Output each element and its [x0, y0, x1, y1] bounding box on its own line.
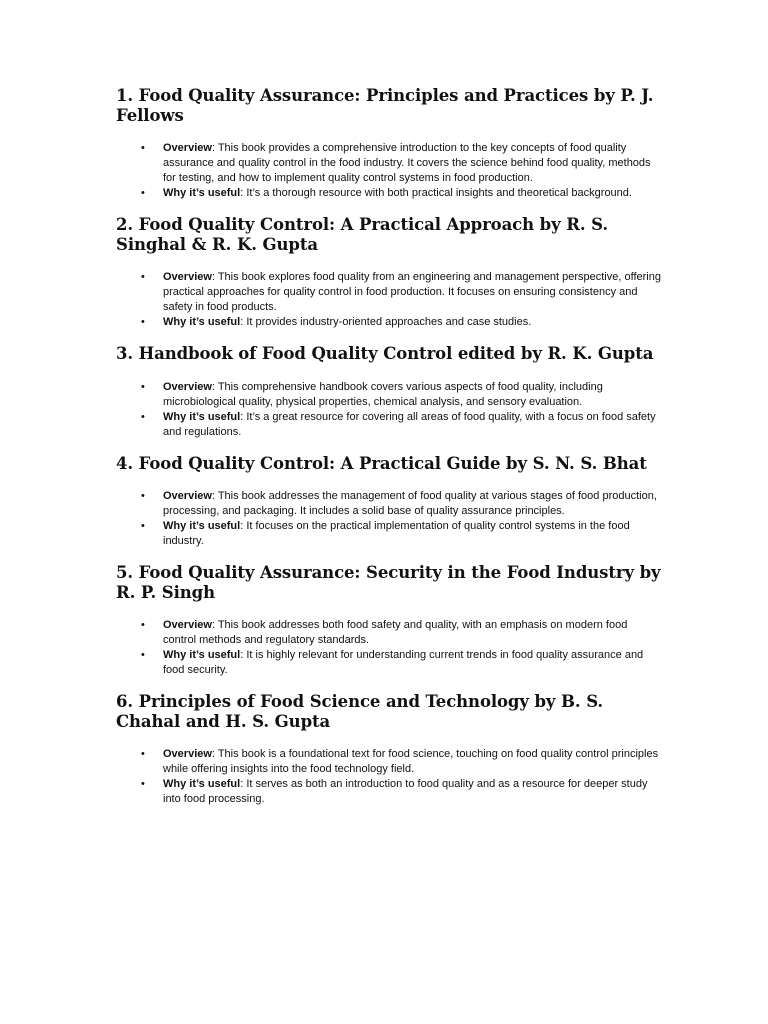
- useful-label: Why it’s useful: [163, 410, 241, 423]
- bullet-icon: •: [141, 142, 145, 154]
- useful-item: [116, 519, 661, 549]
- book-title: 1. Food Quality Assurance: Principles and Practices by P. J. Fellows: [116, 86, 654, 125]
- useful-label: Why it’s useful: [163, 316, 241, 328]
- overview-label: Overview: [163, 271, 212, 283]
- useful-item: [116, 410, 661, 440]
- useful-text: : It is highly relevant for understanding current trends in food quality assurance and food security.: [163, 649, 644, 676]
- useful-label: Why it’s useful: [163, 520, 241, 532]
- useful-text: : It focuses on the practical implementation of quality control systems in the food industry.: [163, 520, 630, 547]
- useful-text: : It’s a thorough resource with both practical insights and theoretical background.: [240, 187, 632, 199]
- overview-label: Overview: [163, 142, 212, 154]
- useful-text: : It’s a great resource for covering all areas of food quality, with a focus on food safety and regulations.: [163, 410, 656, 438]
- overview-text: : This book addresses both food safety and quality, with an emphasis on modern food control methods and regulatory standards.: [163, 619, 628, 646]
- book-details-list: [116, 489, 661, 549]
- overview-text: : This book explores food quality from an engineering and management perspective, offering practical approaches for quality control in food production. It focuses on ensuring consistency and safety in food products.: [163, 271, 661, 313]
- book-details-list: [116, 141, 661, 201]
- overview-item: [116, 380, 661, 410]
- book-details-list: [116, 618, 661, 678]
- document-page: [116, 86, 661, 807]
- book-title: 2. Food Quality Control: A Practical Approach by R. S. Singhal & R. K. Gupta: [116, 215, 609, 254]
- useful-item: [116, 648, 661, 678]
- overview-text: : This comprehensive handbook covers various aspects of food quality, including microbiological quality, physical properties, chemical analysis, and sensory evaluation.: [163, 380, 603, 408]
- overview-label: Overview: [163, 748, 212, 760]
- overview-item: [116, 618, 661, 648]
- useful-text: : It provides industry-oriented approaches and case studies.: [240, 316, 532, 328]
- overview-label: Overview: [163, 619, 212, 631]
- useful-text: : It serves as both an introduction to food quality and as a resource for deeper study into food processing.: [163, 778, 648, 805]
- useful-label: Why it’s useful: [163, 187, 241, 199]
- overview-text: : This book provides a comprehensive introduction to the key concepts of food quality assurance and quality control in the food industry. It covers the science behind food quality, methods for testing, and how to implement quality control systems in food production.: [163, 142, 651, 184]
- overview-text: : This book is a foundational text for food science, touching on food quality control principles while offering insights into the food technology field.: [163, 748, 659, 775]
- book-title: 6. Principles of Food Science and Technology by B. S. Chahal and H. S. Gupta: [116, 692, 604, 731]
- book-section: [116, 692, 661, 807]
- bullet-icon: •: [141, 187, 145, 199]
- overview-text: : This book addresses the management of food quality at various stages of food production, processing, and packaging. It includes a solid base of quality assurance principles.: [163, 490, 657, 517]
- bullet-icon: •: [141, 649, 145, 661]
- book-section: [116, 86, 661, 201]
- bullet-icon: •: [141, 380, 145, 393]
- bullet-icon: •: [141, 520, 145, 532]
- overview-item: [116, 270, 661, 315]
- bullet-icon: •: [141, 748, 145, 760]
- overview-label: Overview: [163, 380, 212, 393]
- book-details-list: [116, 270, 661, 330]
- bullet-icon: •: [141, 410, 145, 423]
- useful-item: [116, 315, 661, 330]
- useful-item: [116, 186, 661, 201]
- book-title: 4. Food Quality Control: A Practical Guide by S. N. S. Bhat: [116, 453, 647, 473]
- book-title: 5. Food Quality Assurance: Security in the Food Industry by R. P. Singh: [116, 563, 661, 602]
- book-section: [116, 563, 661, 678]
- useful-label: Why it’s useful: [163, 778, 241, 790]
- overview-item: [116, 747, 661, 777]
- book-details-list: [116, 747, 661, 807]
- useful-label: Why it’s useful: [163, 649, 241, 661]
- bullet-icon: •: [141, 778, 145, 790]
- book-section: [116, 215, 661, 330]
- bullet-icon: •: [141, 490, 145, 502]
- useful-item: [116, 777, 661, 807]
- overview-item: [116, 141, 661, 186]
- bullet-icon: •: [141, 619, 145, 631]
- overview-label: Overview: [163, 490, 212, 502]
- book-section: [116, 344, 661, 440]
- book-details-list: [116, 380, 661, 440]
- overview-item: [116, 489, 661, 519]
- book-title: 3. Handbook of Food Quality Control edited by R. K. Gupta: [116, 344, 654, 363]
- bullet-icon: •: [141, 271, 145, 283]
- book-section: [116, 454, 661, 550]
- bullet-icon: •: [141, 316, 145, 328]
